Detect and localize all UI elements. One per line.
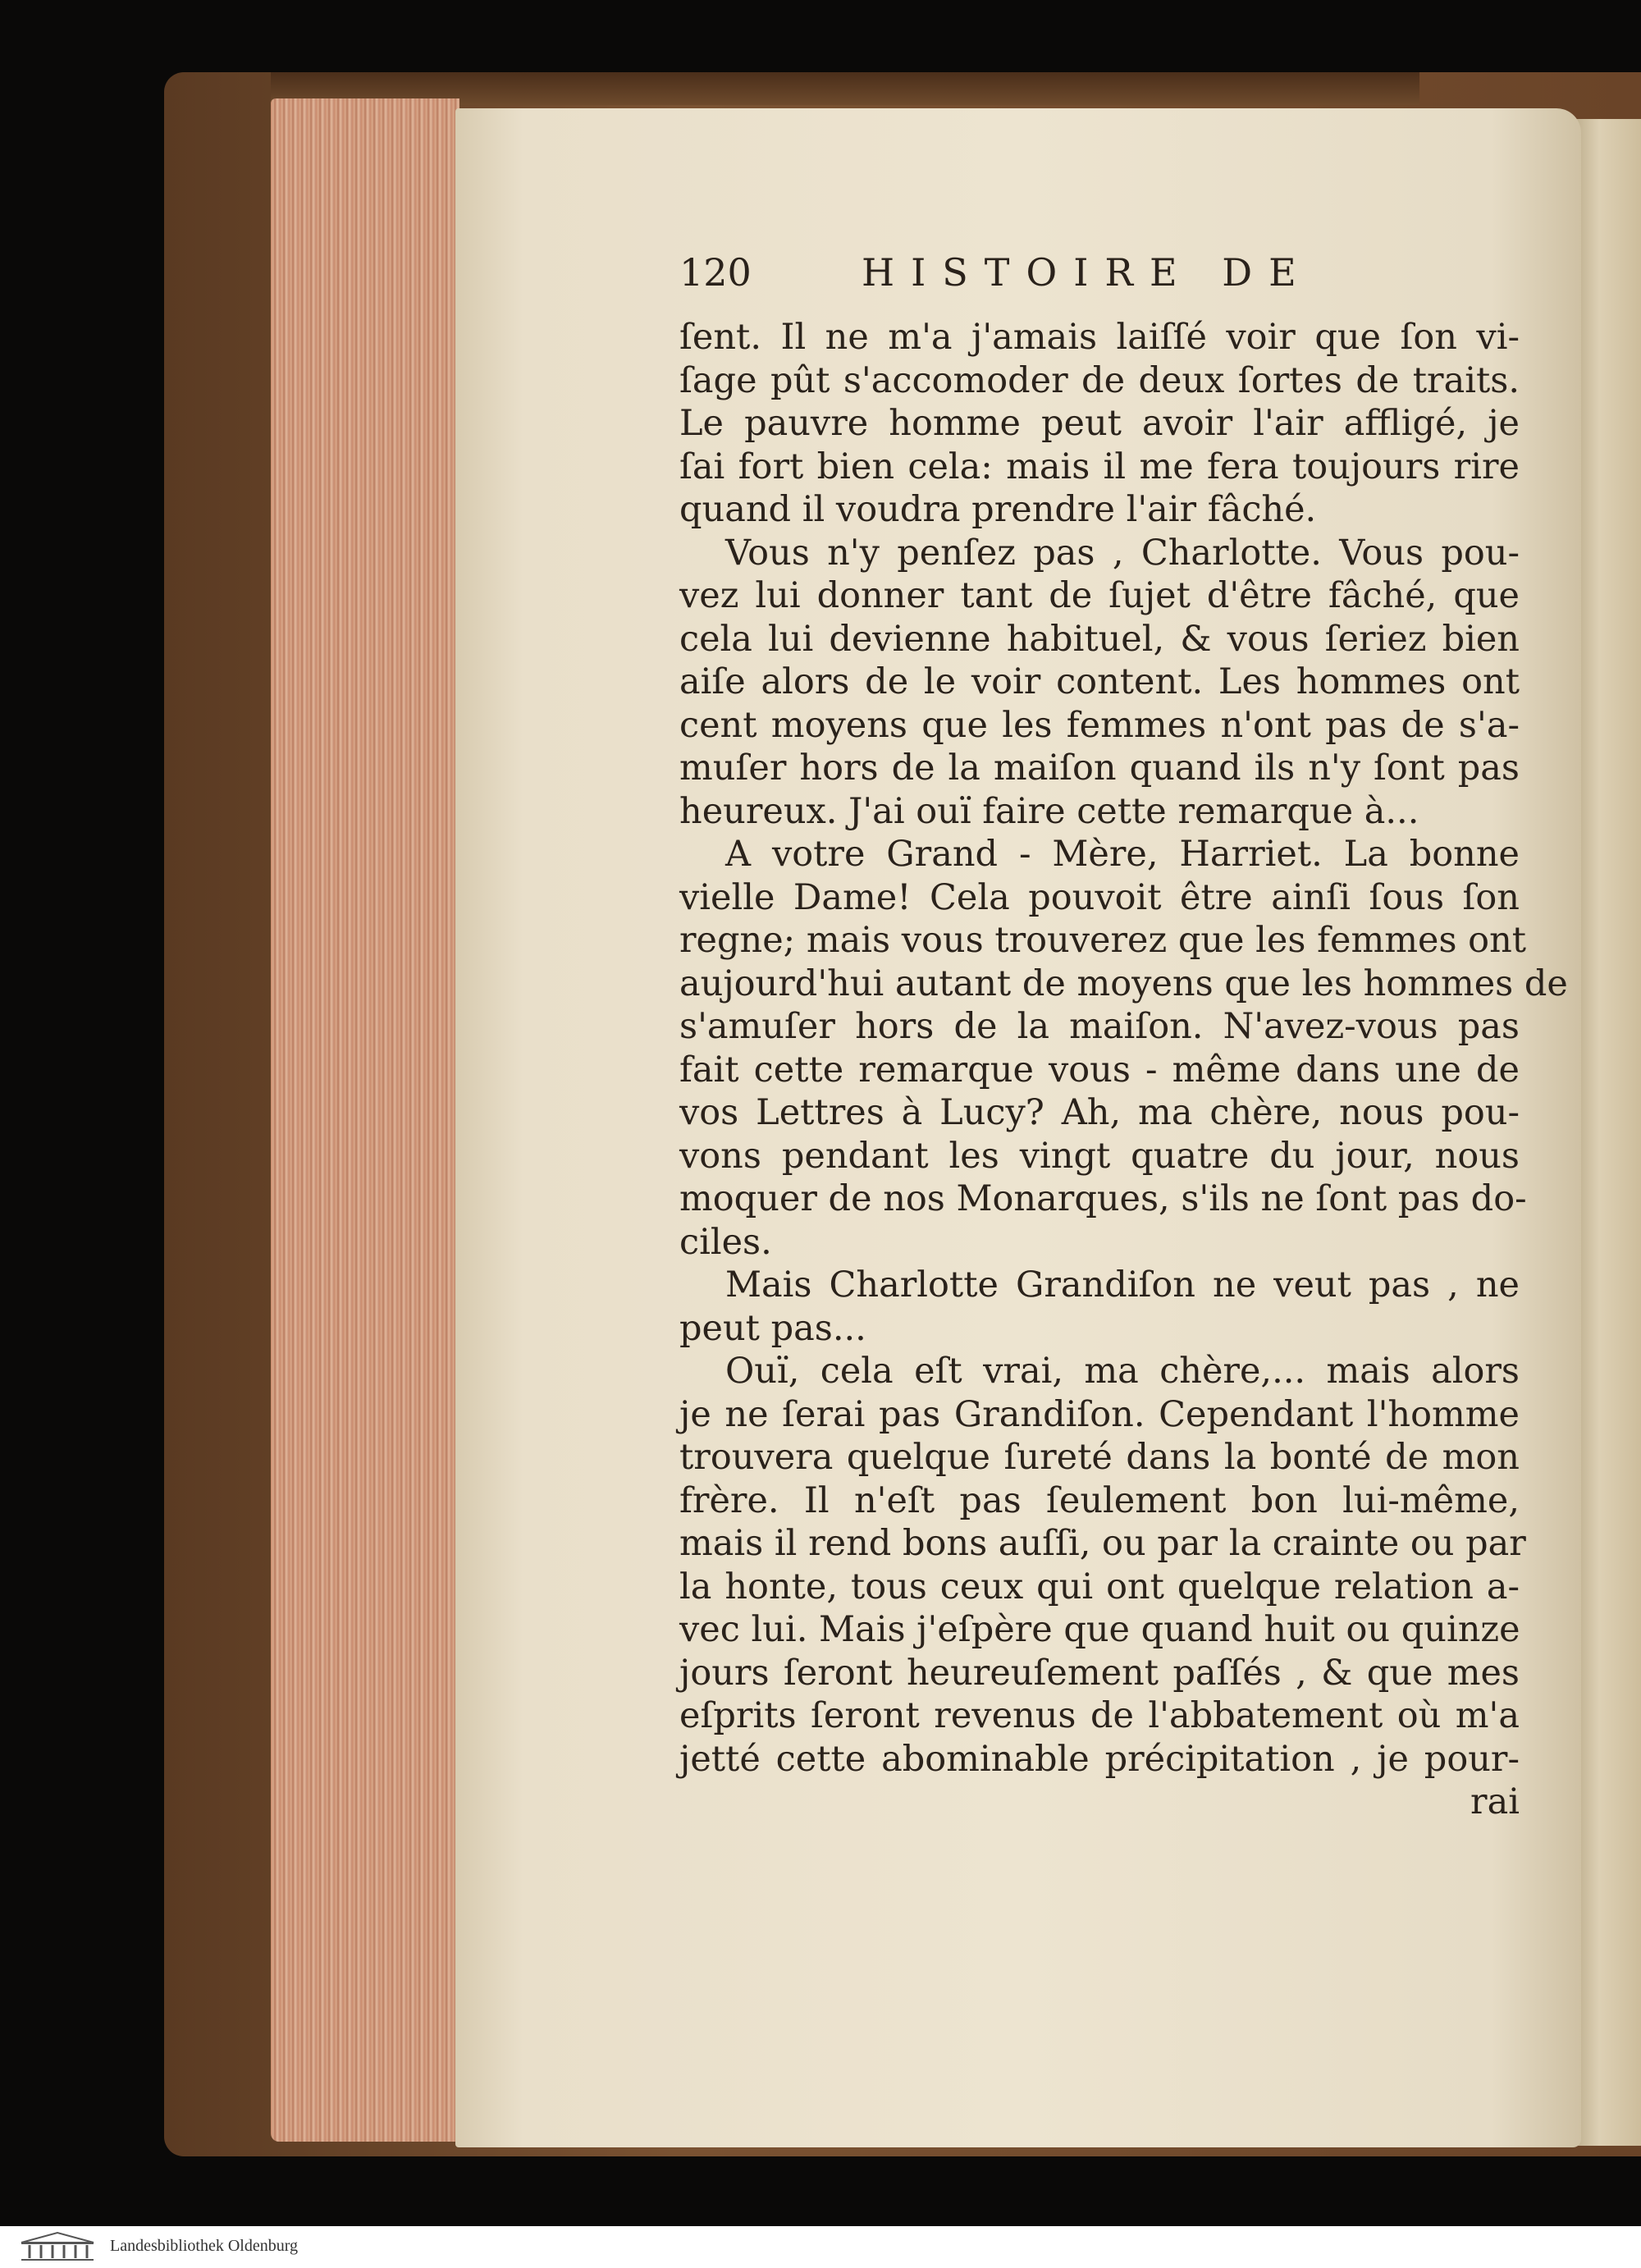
- text-line: regne; mais vous trouverez que les femmes ont: [679, 920, 1527, 961]
- viewer-footer: [0, 2226, 1641, 2268]
- text-line: mais il rend bons auſſi, ou par la crainte ou par: [679, 1523, 1526, 1564]
- library-name: Landesbibliothek Oldenburg: [110, 2237, 299, 2255]
- body-text: [679, 316, 1568, 1824]
- text-line: la honte, tous ceux qui ont quelque relation a-: [679, 1566, 1520, 1607]
- text-line: eſprits ſeront revenus de l'abbatement où m'a: [679, 1695, 1520, 1736]
- text-line: heureux. J'ai ouï faire cette remarque à...: [679, 790, 1419, 832]
- text-line: aujourd'hui autant de moyens que les hommes de: [679, 963, 1568, 1004]
- text-line: ſage pût s'accomoder de deux ſortes de traits.: [679, 359, 1520, 401]
- text-line: frère. Il n'eſt pas ſeulement bon lui-même,: [679, 1479, 1520, 1521]
- page-number: 120: [679, 250, 752, 295]
- text-line: Mais Charlotte Grandiſon ne veut pas , ne: [725, 1264, 1520, 1305]
- text-line: je ne ſerai pas Grandiſon. Cependant l'homme: [679, 1393, 1520, 1435]
- text-line: aiſe alors de le voir content. Les hommes ont: [679, 661, 1520, 702]
- text-line: vos Lettres à Lucy? Ah, ma chère, nous pou-: [679, 1092, 1520, 1133]
- text-line: ſai fort bien cela: mais il me fera toujours rire: [679, 446, 1520, 487]
- text-line: ciles.: [679, 1221, 772, 1263]
- text-line: vons pendant les vingt quatre du jour, nous: [679, 1135, 1520, 1177]
- running-title: HISTOIRE DE: [862, 250, 1313, 295]
- text-line: Ouï, cela eſt vrai, ma chère,... mais alors: [725, 1351, 1520, 1392]
- text-line: muſer hors de la maiſon quand ils n'y ſont pas: [679, 748, 1520, 789]
- text-line: ſent. Il ne m'a j'amais laiſſé voir que ſon vi-: [679, 317, 1520, 358]
- facing-page-edge: [1571, 119, 1641, 2146]
- text-line: peut pas...: [679, 1307, 866, 1349]
- text-line: cent moyens que les femmes n'ont pas de s'a-: [679, 704, 1520, 746]
- text-line: A votre Grand - Mère, Harriet. La bonne: [725, 834, 1520, 875]
- catchword: rai: [1470, 1781, 1520, 1822]
- text-line: vez lui donner tant de ſujet d'être fâché, que: [679, 575, 1520, 616]
- text-line: trouvera quelque ſureté dans la bonté de mon: [679, 1437, 1520, 1478]
- text-line: cela lui devienne habituel, & vous ſeriez bien: [679, 618, 1520, 660]
- page-header: [679, 250, 1336, 300]
- library-building-logo: [18, 2231, 97, 2262]
- text-line: jetté cette abominable précipitation , je pour-: [679, 1738, 1520, 1780]
- text-line: s'amuſer hors de la maiſon. N'avez-vous pas: [679, 1006, 1520, 1047]
- text-line: vec lui. Mais j'eſpère que quand huit ou quinze: [679, 1609, 1520, 1650]
- text-line: Le pauvre homme peut avoir l'air affligé, je: [679, 403, 1520, 444]
- text-line: fait cette remarque vous - même dans une de: [679, 1049, 1520, 1091]
- page-edges: [271, 98, 459, 2142]
- text-line: vielle Dame! Cela pouvoit être ainſi ſous ſon: [679, 876, 1520, 918]
- text-line: moquer de nos Monarques, s'ils ne ſont pas do-: [679, 1178, 1527, 1219]
- text-line: quand il voudra prendre l'air fâché.: [679, 489, 1317, 530]
- text-line: Vous n'y penſez pas , Charlotte. Vous pou-: [725, 532, 1520, 574]
- text-line: jours ſeront heureuſement paſſés , & que mes: [679, 1652, 1520, 1694]
